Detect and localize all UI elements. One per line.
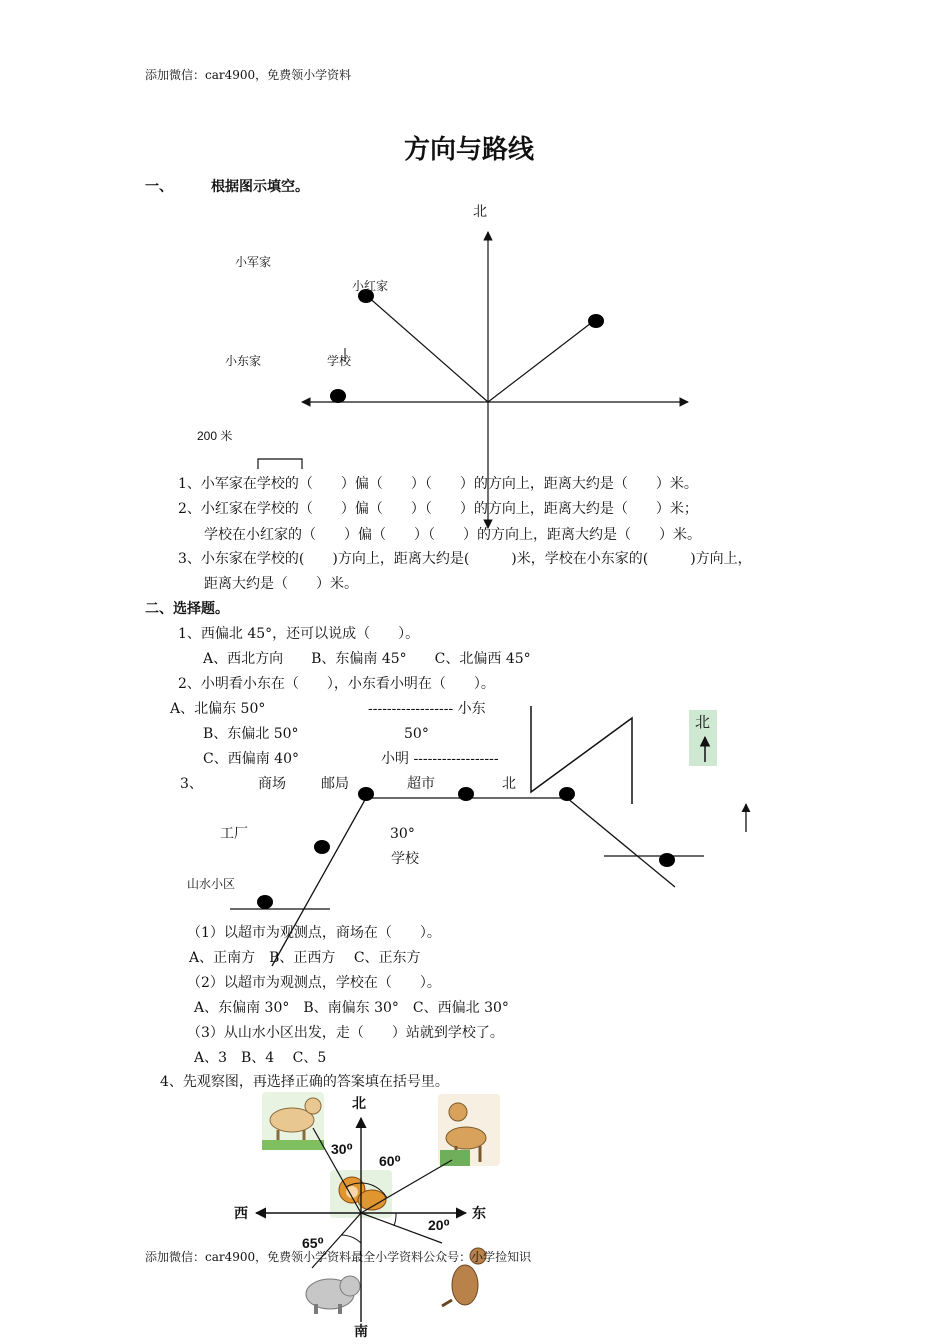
q2-line-xiaodong: ------------------ 小东 — [368, 701, 486, 717]
q3-north: 北 — [502, 776, 516, 792]
s2-question-1: 1、西偏北 45°，还可以说成（ ）。 — [178, 626, 420, 642]
s1-question-1: 1、小军家在学校的（ ）偏（ ）（ ）的方向上，距离大约是（ ）米。 — [178, 476, 698, 492]
q4-angle-65: 65⁰ — [302, 1235, 324, 1251]
s2-question-4: 4、先观察图，再选择正确的答案填在括号里。 — [160, 1074, 449, 1090]
q4-east: 东 — [472, 1206, 486, 1222]
q2-angle: 50° — [404, 726, 429, 742]
q3-angle: 30° — [390, 826, 415, 842]
arc-65 — [341, 1235, 361, 1243]
s1-question-3a: 3、小东家在学校的( )方向上，距离大约是( )米，学校在小东家的( )方向上， — [178, 551, 752, 567]
page-title: 方向与路线 — [404, 135, 535, 165]
label-xiaodong: 小东家 — [225, 354, 262, 368]
q4-north: 北 — [352, 1096, 366, 1112]
s2-question-2: 2、小明看小东在（ ），小东看小明在（ ）。 — [178, 676, 495, 692]
q3-post-office: 邮局 — [321, 776, 349, 792]
q2-line-xiaoming: 小明 ------------------ — [381, 751, 499, 767]
q4-angle-20: 20⁰ — [428, 1217, 450, 1233]
arc-20 — [394, 1213, 396, 1226]
s2-question-2-option-a: A、北偏东 50° — [170, 701, 266, 717]
s2-question-2-option-b: B、东偏北 50° — [203, 726, 299, 742]
s2-question-1-options: A、西北方向 B、东偏南 45° C、北偏西 45° — [203, 651, 531, 667]
s1-question-3b: 距离大约是（ ）米。 — [204, 576, 358, 592]
s1-question-2b: 学校在小红家的（ ）偏（ ）（ ）的方向上，距离大约是（ ）米。 — [204, 527, 701, 543]
q3-factory: 工厂 — [220, 826, 248, 842]
elephant-image — [306, 1276, 360, 1314]
scale-label: 200 米 — [197, 429, 233, 443]
header-watermark: 添加微信：car4900，免费领小学资料 — [145, 68, 352, 82]
s2-question-3-3-options: A、3 B、4 C、5 — [194, 1050, 327, 1066]
q4-angle-60: 60⁰ — [379, 1153, 401, 1169]
s2-question-3-3: （3）从山水小区出发，走（ ）站就到学校了。 — [187, 1025, 504, 1041]
s2-question-3-1: （1）以超市为观测点，商场在（ ）。 — [187, 925, 441, 941]
s2-question-3-2-options: A、东偏南 30° B、南偏东 30° C、西偏北 30° — [194, 1000, 509, 1016]
s1-question-2a: 2、小红家在学校的（ ）偏（ ）（ ）的方向上，距离大约是（ ）米； — [178, 501, 698, 517]
q4-angle-30: 30⁰ — [331, 1141, 353, 1157]
q3-supermarket: 超市 — [407, 776, 435, 792]
footer-watermark: 添加微信：car4900，免费领小学资料最全小学资料公众号：小学捡知识 — [145, 1250, 532, 1264]
q4-west: 西 — [234, 1206, 248, 1222]
s2-question-3-number: 3、 — [180, 776, 203, 792]
deer-image — [438, 1094, 500, 1166]
north-marker-label: 北 — [695, 713, 711, 731]
section2-heading: 二、选择题。 — [145, 601, 229, 617]
label-xiaohong: 小红家 — [352, 279, 389, 293]
north-label: 北 — [473, 204, 487, 220]
q3-mall: 商场 — [258, 776, 286, 792]
section1-number: 一、 — [145, 179, 173, 195]
q3-community: 山水小区 — [187, 877, 236, 891]
s2-question-3-1-options: A、正南方 B、正西方 C、正东方 — [189, 950, 421, 966]
s2-question-3-2: （2）以超市为观测点，学校在（ ）。 — [187, 975, 441, 991]
s2-question-2-option-c: C、西偏南 40° — [203, 751, 299, 767]
q4-south: 南 — [354, 1324, 368, 1340]
section1-heading: 根据图示填空。 — [211, 179, 309, 195]
goat-image — [262, 1092, 324, 1150]
q3-school: 学校 — [391, 851, 419, 867]
label-xiaojun: 小军家 — [235, 255, 272, 269]
label-school: 学校 — [327, 354, 352, 368]
